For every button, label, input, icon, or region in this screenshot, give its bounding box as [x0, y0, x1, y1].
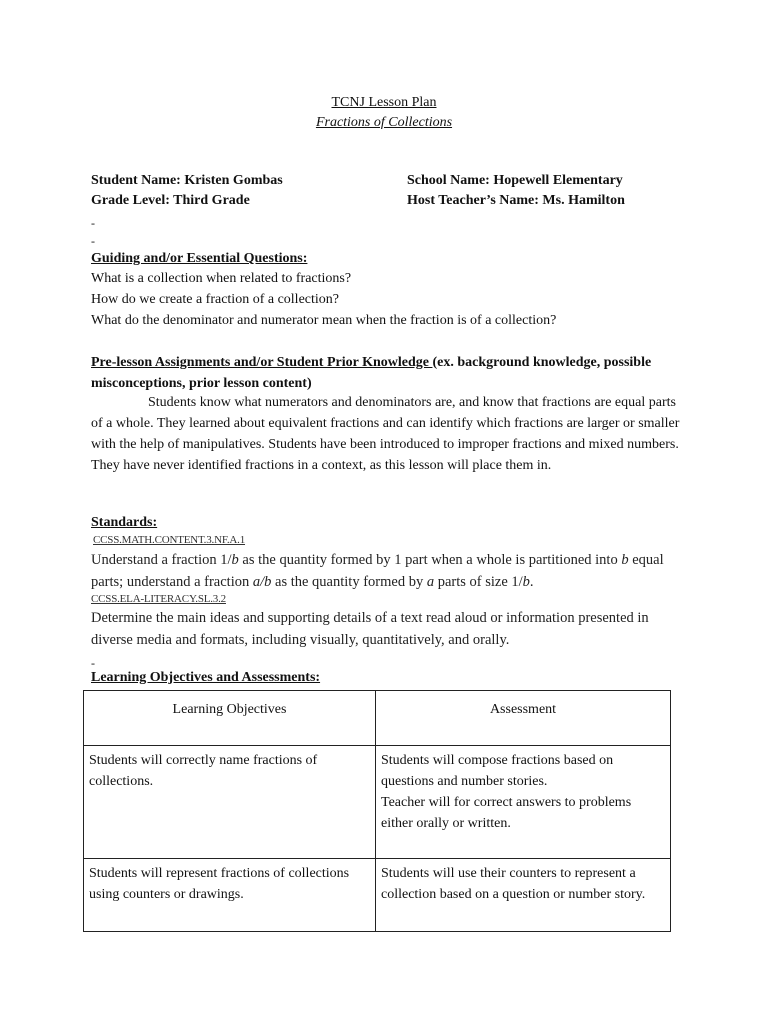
assessment-line: Students will use their counters to represent a collection based on a question or number story. [381, 866, 646, 902]
std-text-a: Understand a fraction 1/ [91, 552, 232, 568]
standard-code-link[interactable]: CCSS.ELA-LITERACY.SL.3.2 [91, 593, 226, 605]
column-header-assessment: Assessment [376, 691, 671, 746]
table-row [84, 859, 671, 932]
host-teacher: Host Teacher’s Name: Ms. Hamilton [407, 193, 625, 208]
document-subtitle: Fractions of Collections [315, 115, 453, 130]
student-name: Student Name: Kristen Gombas [91, 173, 283, 188]
prelesson-body: Students know what numerators and denominators are, and know that fractions are equal parts of a whole. They learned about equivalent fractions and can identify which fractions are larger or smaller with the help of manipulatives. Students have been introduced to improper fractions and mixed numbers. They have never identified fractions in a context, as this lesson will place them in. [91, 395, 680, 473]
standard-code-link[interactable]: CCSS.MATH.CONTENT.3.NF.A.1 [93, 534, 246, 546]
objective-cell: Students will represent fractions of collections using counters or drawings. [84, 859, 376, 932]
std-var: b [621, 552, 629, 568]
school-name: School Name: Hopewell Elementary [407, 173, 623, 188]
grade-level: Grade Level: Third Grade [91, 193, 250, 208]
table-row [84, 746, 671, 859]
objective-cell: Students will correctly name fractions of collections. [84, 746, 376, 859]
std-var: b [231, 552, 239, 568]
std-var: b [522, 574, 530, 590]
std-text-b: as the quantity formed by 1 part when a whole is partitioned into [238, 552, 622, 568]
std-var: a/b [252, 574, 272, 590]
document-title: TCNJ Lesson Plan [331, 95, 437, 110]
std-var: a [426, 574, 435, 590]
std-text-c: equal parts; understand a fraction [91, 552, 664, 590]
assessment-cell [376, 859, 671, 932]
std-text-d: as the quantity formed by [271, 574, 427, 590]
separator-dash: - [91, 656, 95, 670]
standard-text: Determine the main ideas and supporting details of a text read aloud or information presented in diverse media and formats, including visually, quantitatively, and orally. [91, 610, 649, 648]
standards-heading: Standards: [91, 515, 158, 530]
assessment-line: Students will compose fractions based on questions and number stories. [381, 753, 614, 789]
guiding-question: What do the denominator and numerator mean when the fraction is of a collection? [91, 313, 557, 328]
std-text-f: . [529, 574, 534, 590]
prelesson-heading-underlined: Pre-lesson Assignments and/or Student Prior Knowledge [91, 355, 433, 370]
separator-dash: - [91, 216, 95, 230]
assessment-line: Teacher will for correct answers to problems either orally or written. [381, 795, 632, 831]
objectives-heading: Learning Objectives and Assessments: [91, 670, 321, 685]
separator-dash: - [91, 234, 95, 248]
std-text-e: parts of size 1/ [434, 574, 523, 590]
objectives-table [83, 690, 671, 932]
prelesson-heading-rest: (ex. background knowledge, possible misconceptions, prior lesson content) [91, 355, 652, 391]
table-header-row [84, 691, 671, 746]
guiding-questions-heading: Guiding and/or Essential Questions: [91, 251, 308, 266]
assessment-cell [376, 746, 671, 859]
standard-text [91, 549, 681, 593]
prelesson-heading [91, 352, 681, 394]
guiding-question: How do we create a fraction of a collection? [91, 292, 339, 307]
guiding-question: What is a collection when related to fractions? [91, 271, 352, 286]
column-header-objectives: Learning Objectives [84, 691, 376, 746]
